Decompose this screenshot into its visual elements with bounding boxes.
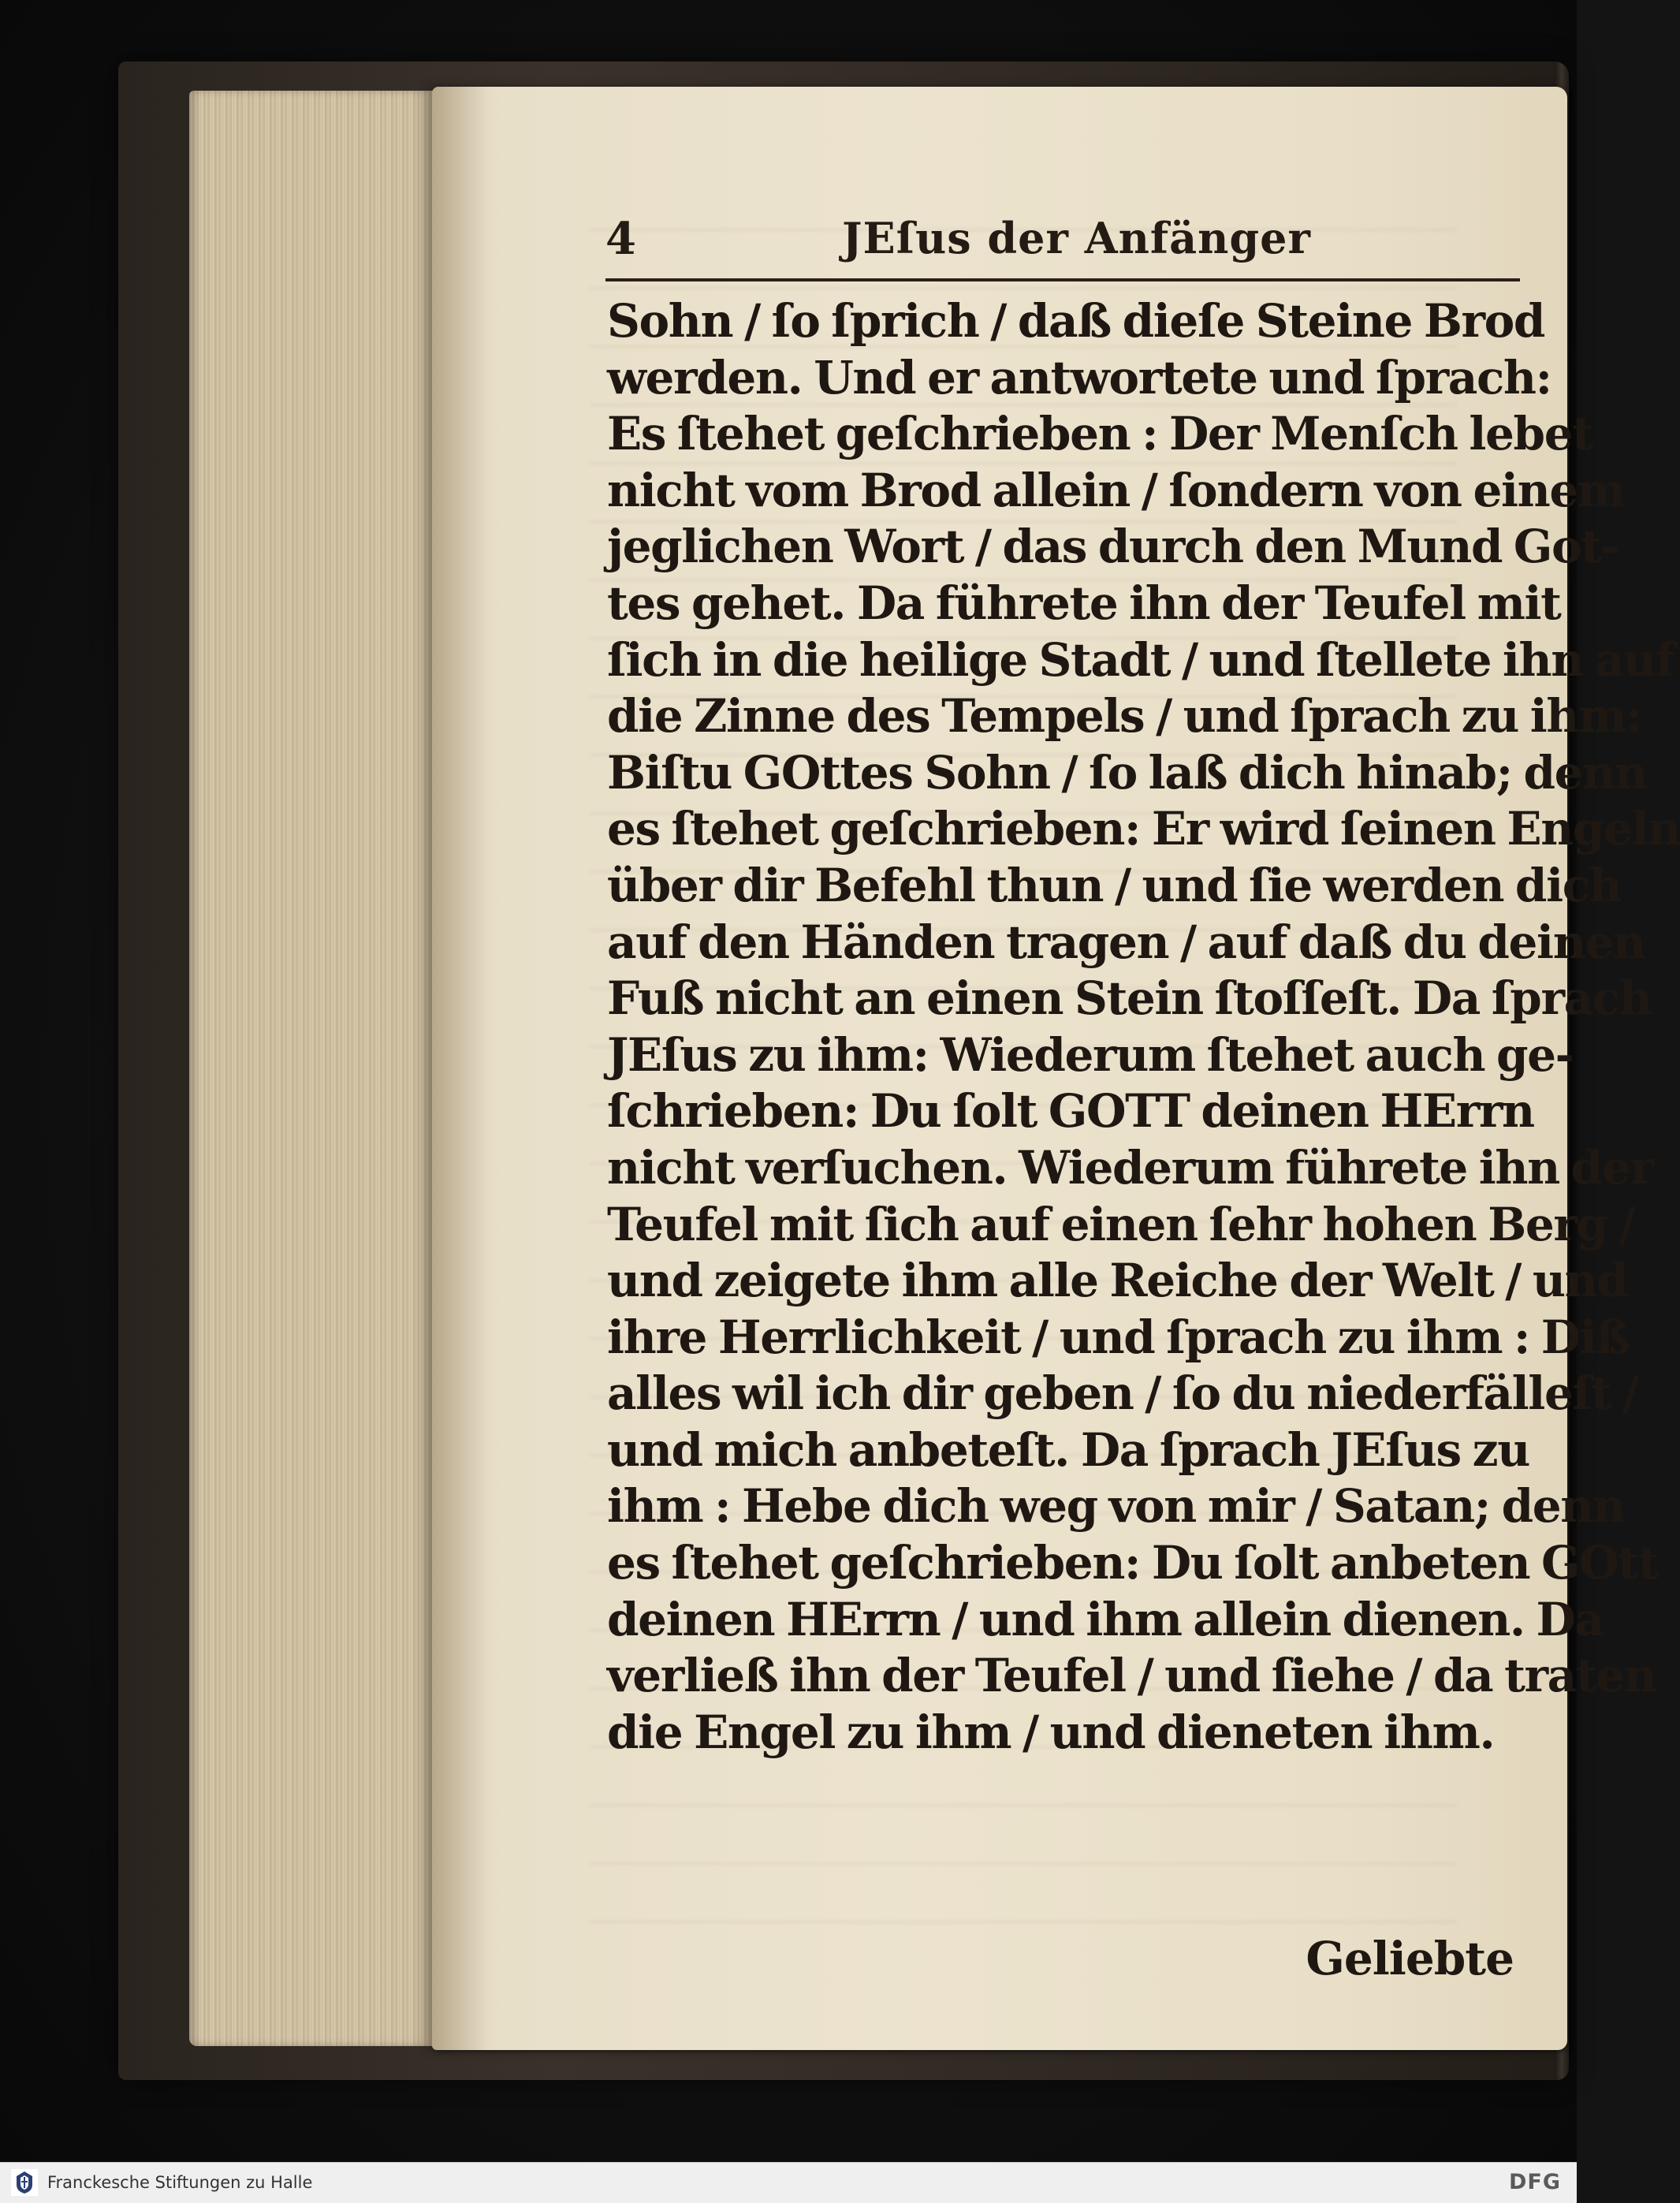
text-line: Fuß nicht an einen Stein ſtoſſeſt. Da ſprach xyxy=(607,971,1652,1026)
francke-foundation-crest-icon[interactable] xyxy=(11,2169,38,2196)
page-number: 4 xyxy=(605,213,636,265)
text-line: verließ ihn der Teufel / und ſiehe / da traten xyxy=(607,1649,1656,1703)
text-line: die Engel zu ihm / und dieneten ihm. xyxy=(607,1705,1495,1759)
text-line: und mich anbeteſt. Da ſprach JEſus zu xyxy=(607,1422,1529,1477)
text-line: ſchrieben: Du ſolt GOTT deinen HErrn xyxy=(607,1084,1534,1139)
page-header xyxy=(605,205,1520,276)
text-line: es ſtehet geſchrieben: Du ſolt anbeten GOtt xyxy=(607,1536,1659,1590)
text-line: die Zinne des Tempels / und ſprach zu ihm: xyxy=(607,689,1642,744)
page-gutter xyxy=(432,87,487,2050)
text-line: ihre Herrlichkeit / und ſprach zu ihm : Diß xyxy=(607,1310,1630,1364)
text-line: alles wil ich dir geben / ſo du niederfälleſt / xyxy=(607,1366,1638,1421)
header-rule xyxy=(605,278,1520,281)
text-line: deinen HErrn / und ihm allein dienen. Da xyxy=(607,1592,1604,1646)
text-line: jeglichen Wort / das durch den Mund Got- xyxy=(607,520,1619,574)
text-line: und zeigete ihm alle Reiche der Welt / und xyxy=(607,1254,1628,1308)
running-head: JEſus der Anfänger xyxy=(842,213,1311,263)
text-line: JEſus zu ihm: Wiederum ſtehet auch ge- xyxy=(607,1027,1574,1082)
body-text xyxy=(607,293,1680,1761)
dfg-logo[interactable]: DFG xyxy=(1508,2170,1561,2194)
text-line: Teufel mit ſich auf einen ſehr hohen Berg / xyxy=(607,1197,1635,1251)
institution-link[interactable]: Franckesche Stiftungen zu Halle xyxy=(47,2173,313,2192)
book-page xyxy=(432,87,1680,2050)
text-line: Sohn / ſo ſprich / daß dieſe Steine Brod xyxy=(607,294,1545,348)
text-line: Es ſtehet geſchrieben : Der Menſch lebet xyxy=(607,407,1592,461)
text-line: auf den Händen tragen / auf daß du deinen xyxy=(607,915,1645,969)
text-line: es ſtehet geſchrieben: Er wird ſeinen Engeln xyxy=(607,802,1680,856)
text-line: ihm : Hebe dich weg von mir / Satan; denn xyxy=(607,1479,1625,1534)
text-line: werden. Und er antwortete und ſprach: xyxy=(607,350,1551,404)
text-line: nicht verſuchen. Wiederum führete ihn der xyxy=(607,1140,1653,1195)
text-line: tes gehet. Da führete ihn der Teufel mit xyxy=(607,576,1561,630)
text-line: nicht vom Brod allein / ſondern von einem xyxy=(607,463,1625,517)
text-line: Biſtu GOttes Sohn / ſo laß dich hinab; denn xyxy=(607,745,1647,800)
text-line: über dir Befehl thun / und ſie werden dich xyxy=(607,858,1622,912)
viewer-footer xyxy=(0,2162,1577,2203)
catchword: Geliebte xyxy=(1306,1932,1514,1985)
text-line: ſich in die heilige Stadt / und ſtellete ihn auf xyxy=(607,632,1674,687)
